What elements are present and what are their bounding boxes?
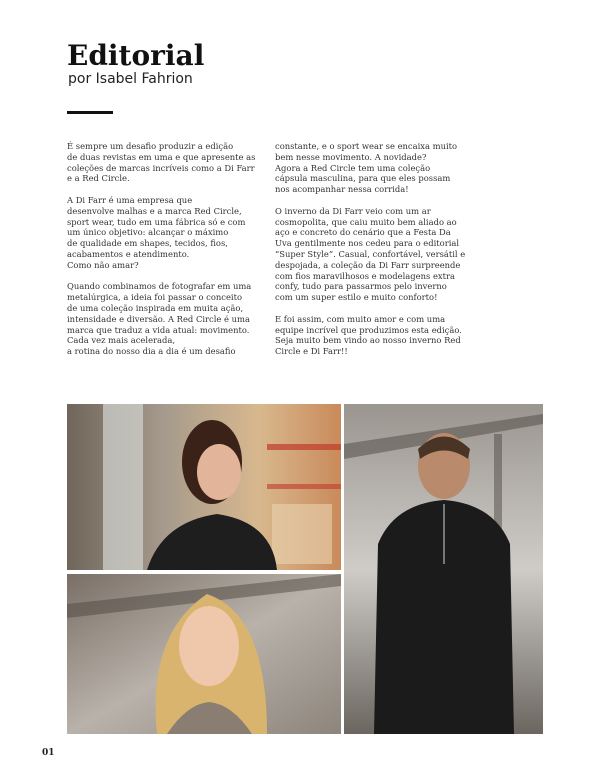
paragraph: O inverno da Di Farr veio com um ar cosmopolita, que caiu muito bem aliado ao aço e concreto do cenário que a Festa Da Uva gentilmente nos cedeu para o editorial “Super Style”. Casual, confortável, versátil e despojada, a coleção da Di Farr surpreende com fios maravilhosos e modelagens extra confy, tudo para passarmos pelo inverno com um super estilo e muito conforto! [275,205,466,303]
paragraph: Quando combinamos de fotografar em uma metalúrgica, a ideia foi passar o conceito de uma coleção inspirada em muita ação, intensidade e diversão. A Red Circle é uma marca que traduz a vida atual: movimento. Cada vez mais acelerada, a rotina do nosso dia a dia é um desafio [67,281,252,357]
paragraph: constante, e o sport wear se encaixa muito bem nesse movimento. A novidade? Agora a Red Circle tem uma coleção cápsula masculina, para que eles possam nos acompanhar nessa corrida! [275,141,458,195]
page-title: Editorial [67,39,205,72]
page-number: 01 [42,748,55,758]
title-divider [67,111,113,114]
text-column-left [67,141,269,368]
paragraph: A Di Farr é uma empresa que desenvolve malhas e a marca Red Circle, sport wear, tudo em uma fábrica só e com um único objetivo: alcançar o máximo de qualidade em shapes, tecidos, fios, acabamentos e atendimento. Como não amar? [67,194,246,270]
photo-woman-brunette [67,404,341,570]
text-column-right [275,141,477,368]
paragraph: E foi assim, com muito amor e com uma equipe incrível que produzimos esta edição. Seja muito bem vindo ao nosso inverno Red Circle e Di Farr!! [275,313,462,357]
author-byline: por Isabel Fahrion [68,71,193,87]
photo-man-black-sweater [344,404,543,734]
paragraph: É sempre um desafio produzir a edição de duas revistas em uma e que apresente as coleções de marcas incríveis como a Di Farr e a Red Circle. [67,141,256,184]
photo-woman-blonde [67,574,341,734]
